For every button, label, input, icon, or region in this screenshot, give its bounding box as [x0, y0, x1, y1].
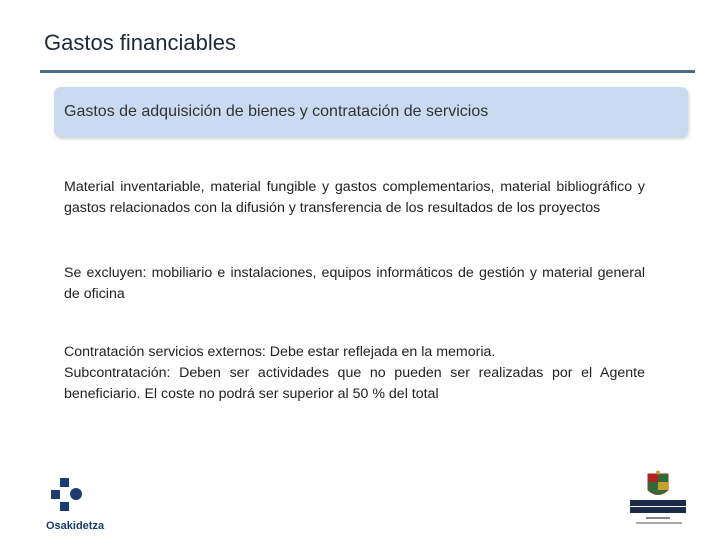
subcontracting-line: Subcontratación: Deben ser actividades que no pueden ser realizadas por el Agente beneficiario. El coste no podrá ser superior al 50 % del total — [64, 365, 645, 402]
paragraph-excluded-expenses: Se excluyen: mobiliario e instalaciones, equipos informáticos de gestión y material general de oficina — [64, 265, 645, 302]
osakidetza-logo — [44, 478, 114, 536]
osakidetza-wordmark: Osakidetza — [46, 520, 105, 532]
subtitle-text: Gastos de adquisición de bienes y contratación de servicios — [64, 103, 489, 120]
logo-caption-line — [636, 522, 682, 524]
osakidetza-cross-icon — [48, 478, 88, 516]
paragraph-included-expenses: Material inventariable, material fungible y gastos complementarios, material bibliográfico y gastos relacionados con la difusión y transferencia de los resultados de los proyectos — [64, 179, 645, 216]
title-divider — [40, 70, 695, 73]
basque-government-coat-of-arms-icon — [630, 470, 686, 500]
logo-caption-line — [646, 517, 670, 519]
logo-band-top — [630, 500, 686, 506]
basque-government-logo — [630, 470, 686, 530]
paragraph-services — [64, 342, 645, 405]
subtitle-box — [54, 87, 688, 137]
logo-band-bottom — [630, 507, 686, 513]
slide-title: Gastos financiables — [44, 30, 236, 55]
services-external-line: Contratación servicios externos: Debe estar reflejada en la memoria. — [64, 344, 496, 360]
